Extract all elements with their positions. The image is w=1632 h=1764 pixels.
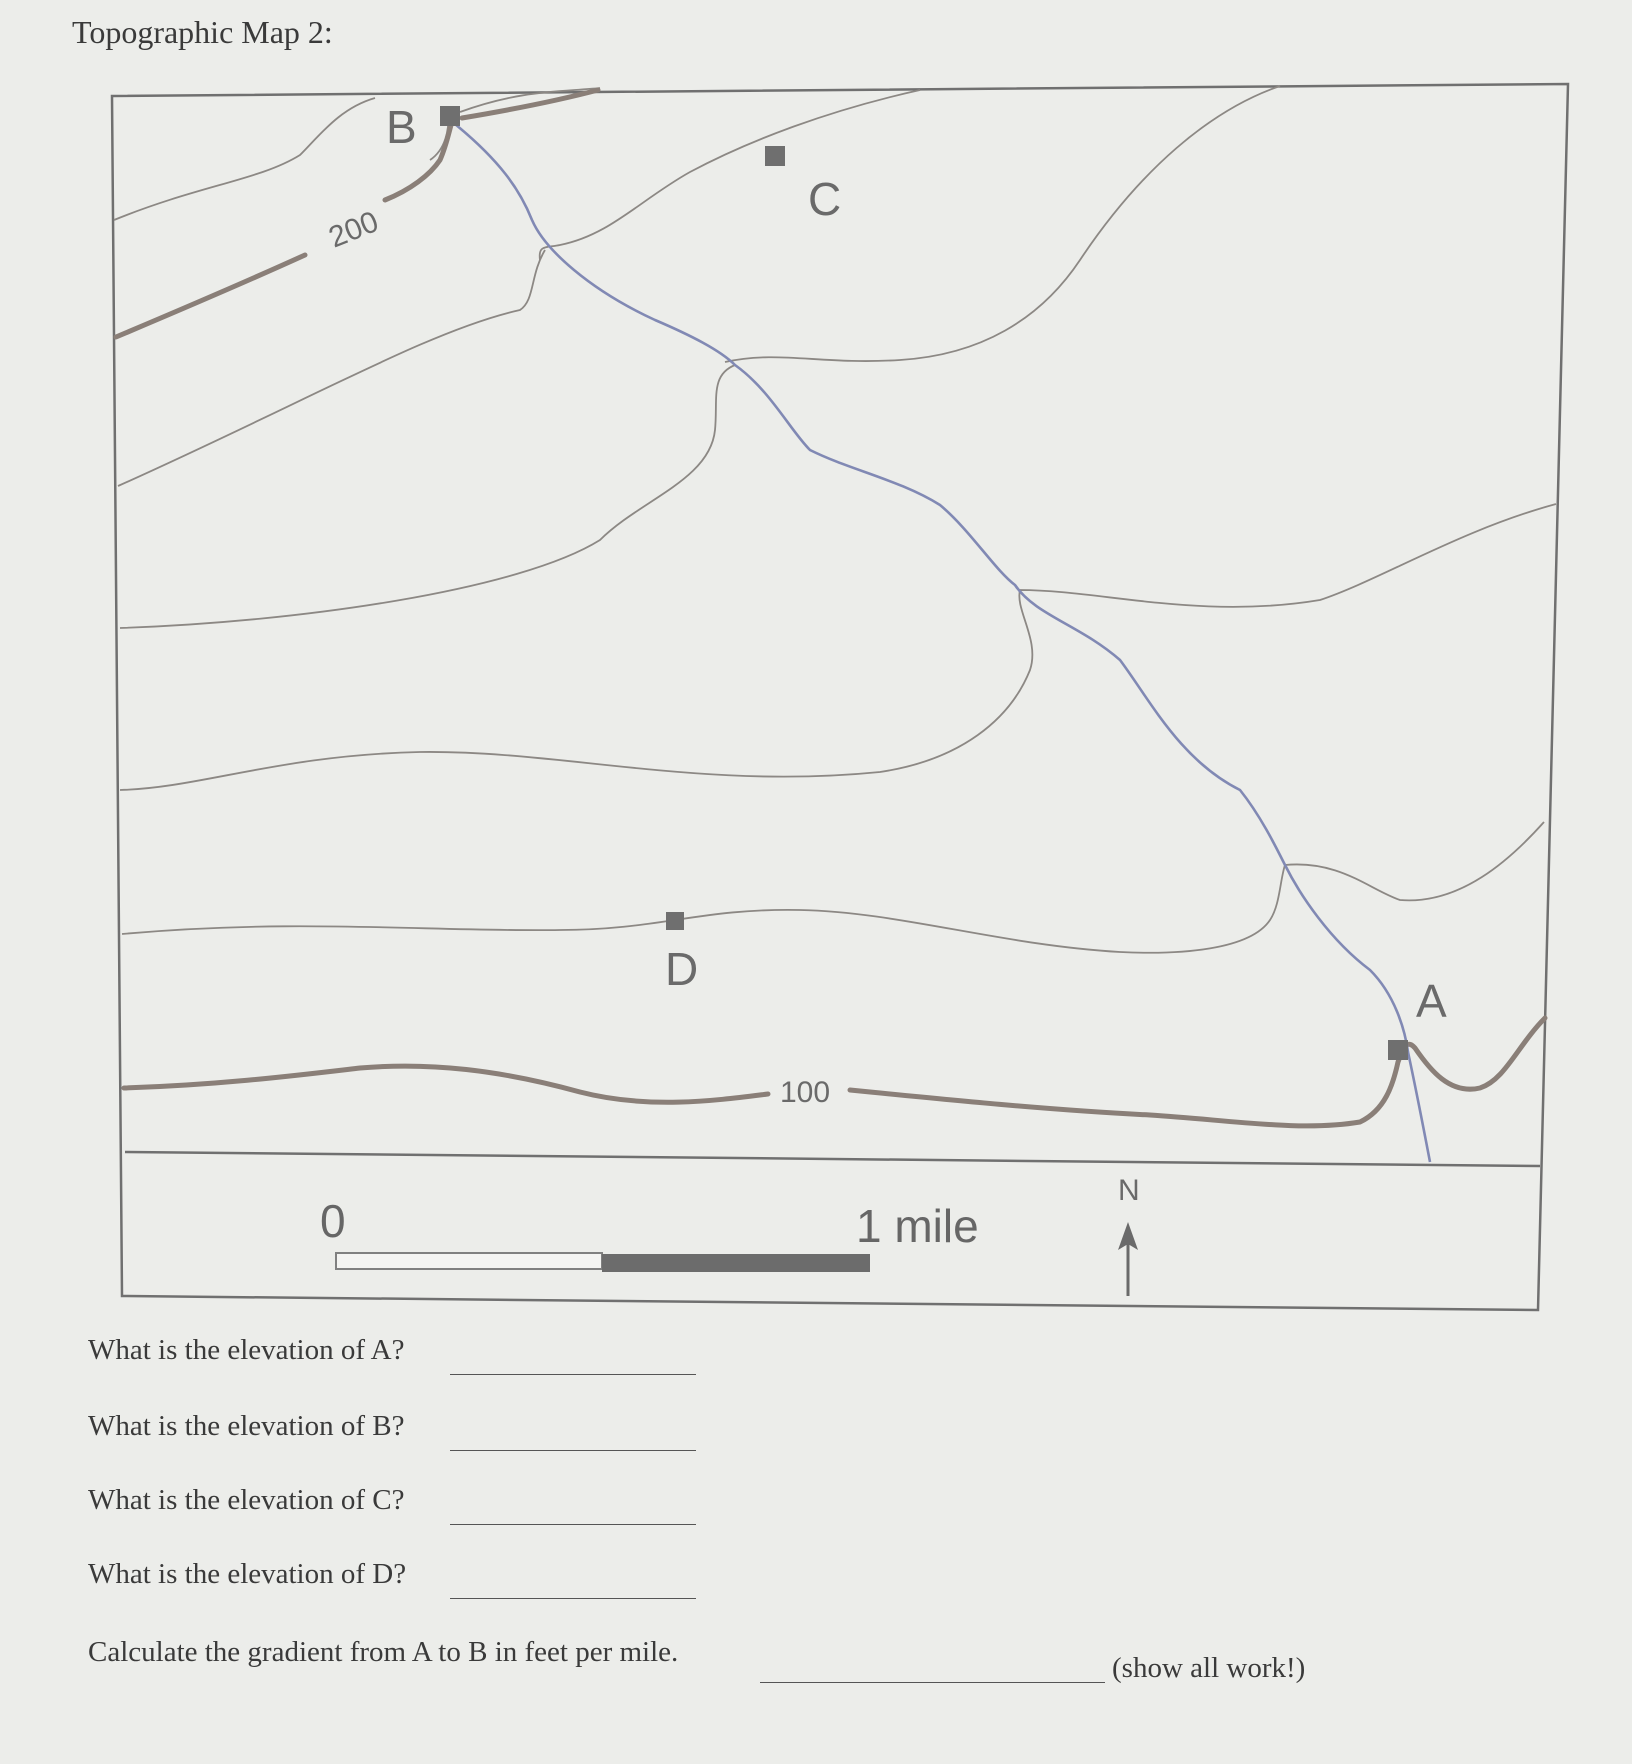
contour-line (118, 250, 545, 486)
stream-line (450, 120, 1430, 1162)
show-work-note: (show all work!) (1112, 1652, 1306, 1684)
index-contour-200-lower (116, 255, 305, 337)
scale-bar-light (336, 1253, 602, 1269)
index-contours (116, 90, 1545, 1126)
north-arrow (1118, 1174, 1140, 1296)
north-label: N (1118, 1174, 1140, 1207)
index-contour-100-right (850, 1018, 1545, 1126)
label-c: C (808, 173, 842, 225)
scale-end-label: 1 mile (856, 1200, 979, 1252)
label-a: A (1416, 975, 1447, 1027)
answer-blank-gradient[interactable] (760, 1682, 1105, 1683)
answer-blank-c[interactable] (450, 1524, 696, 1525)
marker-b (440, 106, 460, 126)
contour-line (120, 365, 735, 628)
marker-a (1388, 1040, 1408, 1060)
label-b: B (386, 101, 417, 153)
contour-label-100: 100 (780, 1076, 831, 1109)
question-a: What is the elevation of A? (88, 1334, 405, 1366)
scale-bar (336, 1253, 870, 1272)
map-frame (112, 84, 1568, 1310)
question-b: What is the elevation of B? (88, 1410, 405, 1442)
scale-start-label: 0 (320, 1195, 346, 1247)
question-d: What is the elevation of D? (88, 1558, 407, 1590)
marker-c (765, 146, 785, 166)
contour-line (114, 98, 375, 220)
page-title: Topographic Map 2: (72, 14, 333, 50)
contour-line (120, 504, 1556, 790)
contour-line (540, 90, 920, 260)
answer-blank-b[interactable] (450, 1450, 696, 1451)
contour-label-200: 200 (324, 205, 384, 255)
label-d: D (665, 943, 699, 995)
answer-blank-a[interactable] (450, 1374, 696, 1375)
scale-bar-dark (602, 1254, 870, 1272)
question-gradient: Calculate the gradient from A to B in feet per mile. (88, 1636, 679, 1668)
question-c: What is the elevation of C? (88, 1484, 405, 1516)
marker-d (666, 912, 684, 930)
answer-blank-d[interactable] (450, 1598, 696, 1599)
index-contour-100-left (124, 1066, 768, 1102)
scale-divider (125, 1152, 1540, 1166)
